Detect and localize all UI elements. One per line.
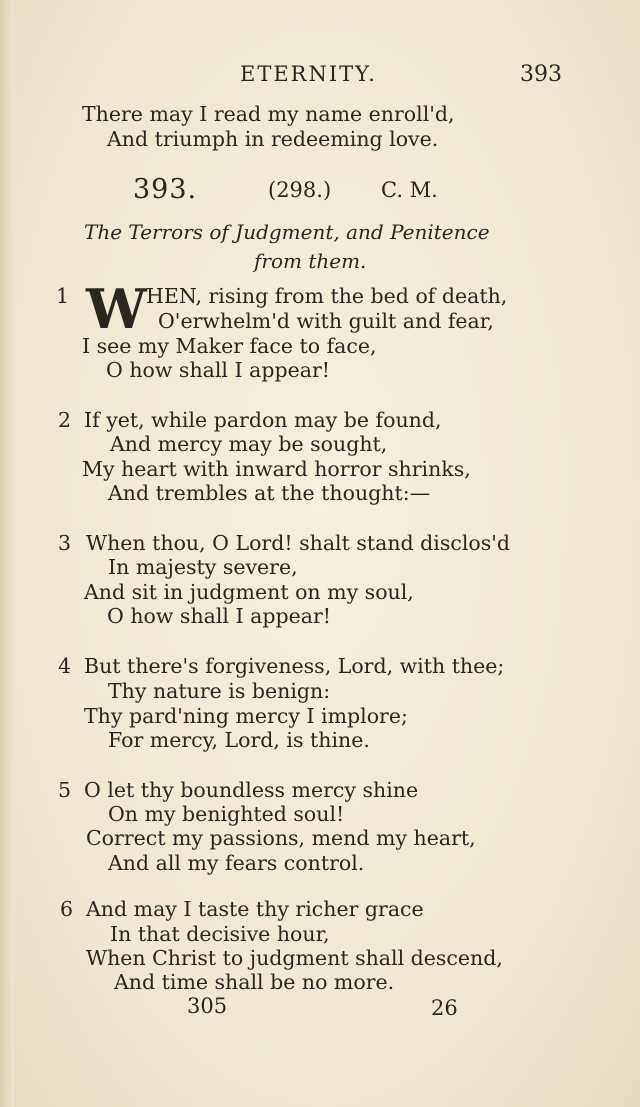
verse-line: In that decisive hour,: [110, 922, 330, 946]
verse-line: My heart with inward horror shrinks,: [82, 457, 471, 481]
footer-left-number: 305: [187, 994, 228, 1018]
carry-line-2: And triumph in redeeming love.: [107, 127, 439, 151]
verse-line: And time shall be no more.: [114, 970, 395, 994]
verse-line: In majesty severe,: [108, 555, 298, 579]
verse-line: O'erwhelm'd with guilt and fear,: [158, 309, 494, 333]
verse-line: I see my Maker face to face,: [82, 334, 377, 358]
verse-line: On my benighted soul!: [108, 802, 345, 826]
hymn-number: 393.: [133, 174, 198, 205]
verse-number: 1: [56, 284, 70, 308]
verse-line: But there's forgiveness, Lord, with thee;: [84, 654, 505, 678]
verse-line: And may I taste thy richer grace: [86, 897, 424, 921]
verse-line: When thou, O Lord! shalt stand disclos'd: [86, 531, 511, 555]
footer-signature-number: 26: [431, 996, 458, 1020]
verse-line: When Christ to judgment shall descend,: [86, 946, 503, 970]
verse-line: And trembles at the thought:—: [108, 481, 431, 505]
verse-number: 2: [58, 408, 72, 432]
verse-line: Correct my passions, mend my heart,: [86, 826, 476, 850]
page-edge: [0, 0, 14, 1107]
header-page-number: 393: [520, 62, 562, 87]
verse-line: O how shall I appear!: [107, 604, 331, 628]
verse-line: O how shall I appear!: [106, 358, 330, 382]
verse-line: Thy nature is benign:: [108, 679, 331, 703]
drop-cap: W: [86, 277, 147, 341]
verse-line: HEN, rising from the bed of death,: [146, 284, 508, 308]
carry-line-1: There may I read my name enroll'd,: [82, 102, 455, 126]
verse-number: 3: [58, 531, 72, 555]
verse-number: 4: [58, 654, 72, 678]
hymn-reference: (298.): [268, 178, 332, 202]
verse-number: 5: [58, 778, 72, 802]
verse-line: And mercy may be sought,: [110, 432, 388, 456]
verse-line: And sit in judgment on my soul,: [84, 580, 414, 604]
verse-line: And all my fears control.: [108, 851, 365, 875]
hymn-title-line-1: The Terrors of Judgment, and Penitence: [84, 220, 490, 244]
header-title: ETERNITY.: [240, 62, 377, 86]
hymn-title-line-2: from them.: [254, 249, 367, 273]
verse-line: For mercy, Lord, is thine.: [108, 728, 370, 752]
verse-line: Thy pard'ning mercy I implore;: [84, 704, 408, 728]
hymn-meter: C. M.: [381, 178, 438, 202]
running-header: [0, 62, 640, 90]
verse-line: O let thy boundless mercy shine: [84, 778, 419, 802]
verse-line: If yet, while pardon may be found,: [84, 408, 442, 432]
verse-number: 6: [60, 897, 74, 921]
